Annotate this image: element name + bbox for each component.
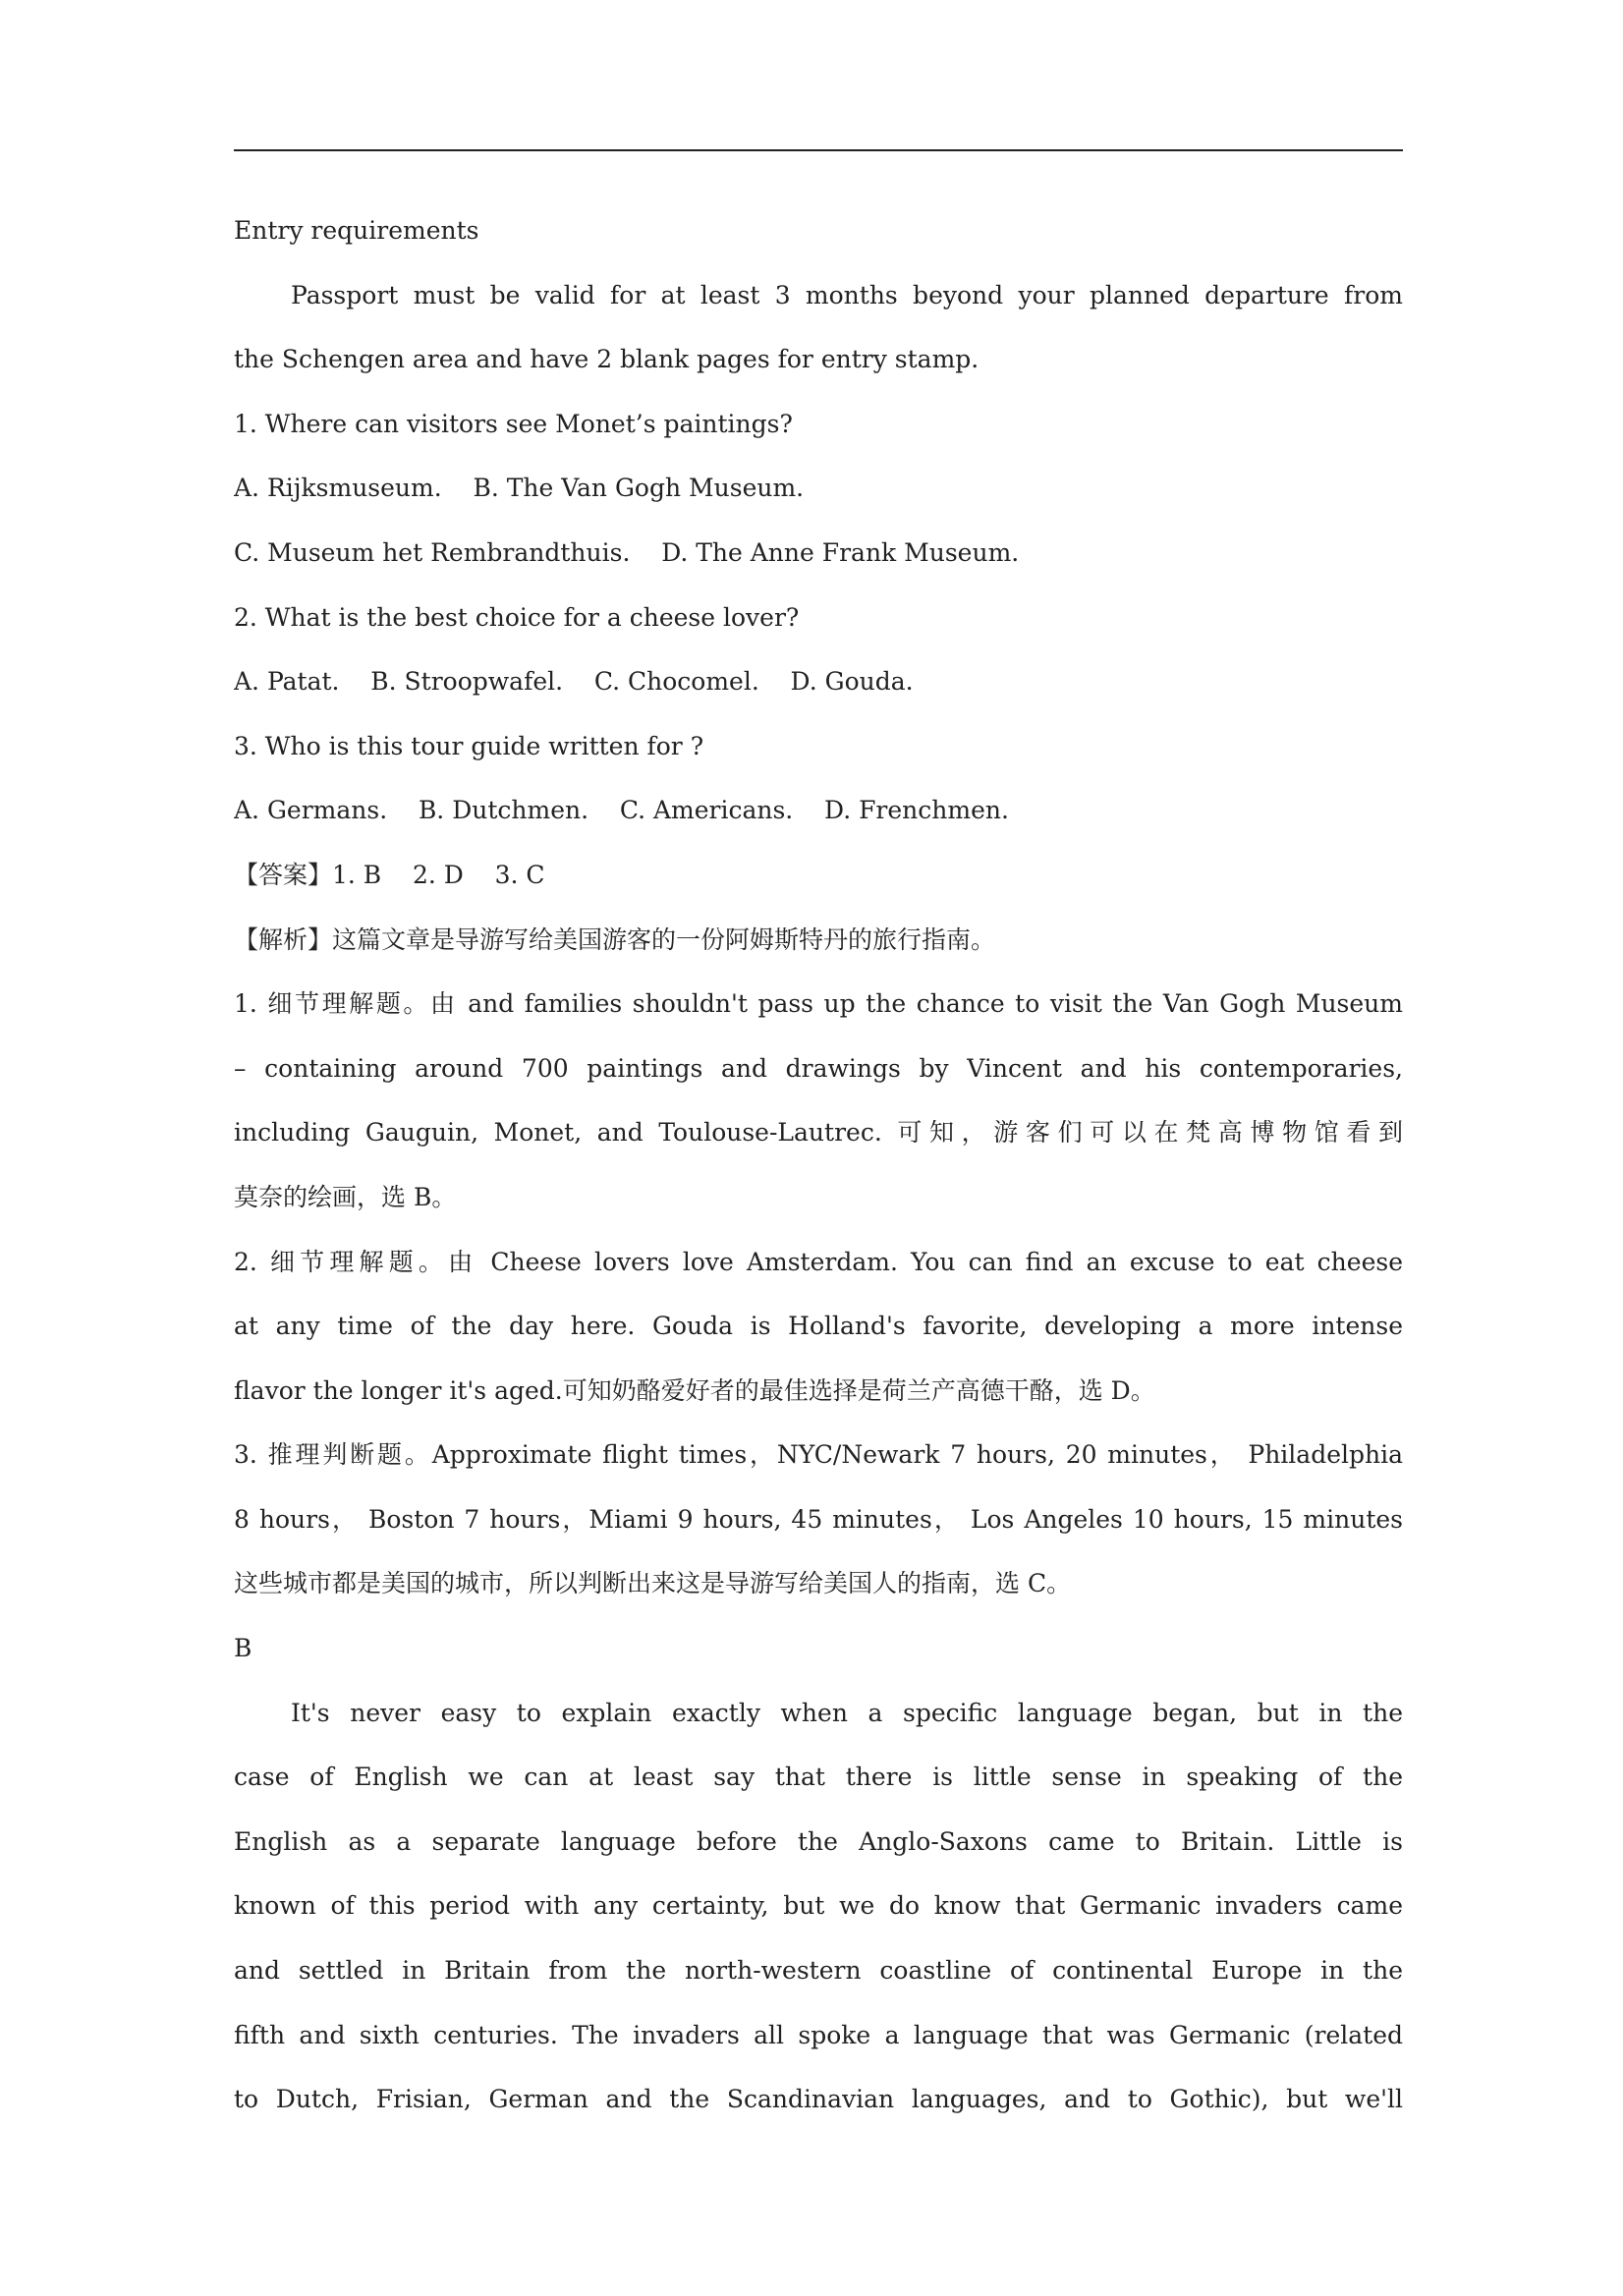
text-line: It's never easy to explain exactly when a specific language began, but in the	[291, 1698, 1403, 1727]
text-line: C. Museum het Rembrandthuis. D. The Anne Frank Museum.	[234, 537, 1020, 567]
text-line: 2. 细节理解题。由 Cheese lovers love Amsterdam. You can find an excuse to eat cheese	[234, 1247, 1403, 1276]
text-line: Entry requirements	[234, 216, 479, 245]
text-line: Passport must be valid for at least 3 months beyond your planned departure from	[291, 280, 1403, 309]
text-line: A. Patat. B. Stroopwafel. C. Chocomel. D. Gouda.	[234, 667, 914, 697]
text-line: and settled in Britain from the north-western coastline of continental Europe in the	[234, 1956, 1403, 1986]
header-rule	[234, 149, 1403, 151]
text-line: 【解析】这篇文章是导游写给美国游客的一份阿姆斯特丹的旅行指南。	[234, 924, 996, 954]
text-line: to Dutch, Frisian, German and the Scandinavian languages, and to Gothic), but we'll	[234, 2085, 1403, 2114]
text-line: 莫奈的绘画，选 B。	[234, 1182, 457, 1211]
text-line: 8 hours， Boston 7 hours，Miami 9 hours, 45 minutes， Los Angeles 10 hours, 15 minutes	[234, 1504, 1403, 1534]
text-line: at any time of the day here. Gouda is Holland's favorite, developing a more intense	[234, 1312, 1403, 1341]
text-line: 这些城市都是美国的城市，所以判断出来这是导游写给美国人的指南，选 C。	[234, 1569, 1072, 1598]
text-line: – containing around 700 paintings and drawings by Vincent and his contemporaries,	[234, 1053, 1403, 1083]
text-line: 2. What is the best choice for a cheese lover?	[234, 602, 800, 632]
document-body	[234, 211, 1403, 2145]
text-line: the Schengen area and have 2 blank pages for entry stamp.	[234, 345, 979, 374]
text-line: A. Germans. B. Dutchmen. C. Americans. D. Frenchmen.	[234, 796, 1009, 825]
text-line: including Gauguin, Monet, and Toulouse-Lautrec. 可知，游客们可以在梵高博物馆看到	[234, 1118, 1403, 1148]
text-line: flavor the longer it's aged.可知奶酪爱好者的最佳选择是荷兰产高德干酪，选 D。	[234, 1375, 1155, 1405]
text-line: 3. 推理判断题。Approximate flight times，NYC/Newark 7 hours, 20 minutes， Philadelphia	[234, 1440, 1403, 1470]
text-line: B	[234, 1634, 252, 1663]
text-line: 1. 细节理解题。由 and families shouldn't pass up the chance to visit the Van Gogh Museum	[234, 989, 1403, 1019]
text-line: case of English we can at least say that there is little sense in speaking of the	[234, 1763, 1403, 1792]
text-line: A. Rijksmuseum. B. The Van Gogh Museum.	[234, 474, 805, 503]
text-line: English as a separate language before the Anglo-Saxons came to Britain. Little is	[234, 1826, 1403, 1856]
text-line: 3. Who is this tour guide written for ?	[234, 731, 704, 760]
text-line: 1. Where can visitors see Monet’s paintings?	[234, 409, 793, 438]
text-line: known of this period with any certainty, but we do know that Germanic invaders came	[234, 1891, 1403, 1921]
text-line: fifth and sixth centuries. The invaders all spoke a language that was Germanic (related	[234, 2020, 1403, 2049]
text-line: 【答案】1. B 2. D 3. C	[234, 860, 545, 889]
